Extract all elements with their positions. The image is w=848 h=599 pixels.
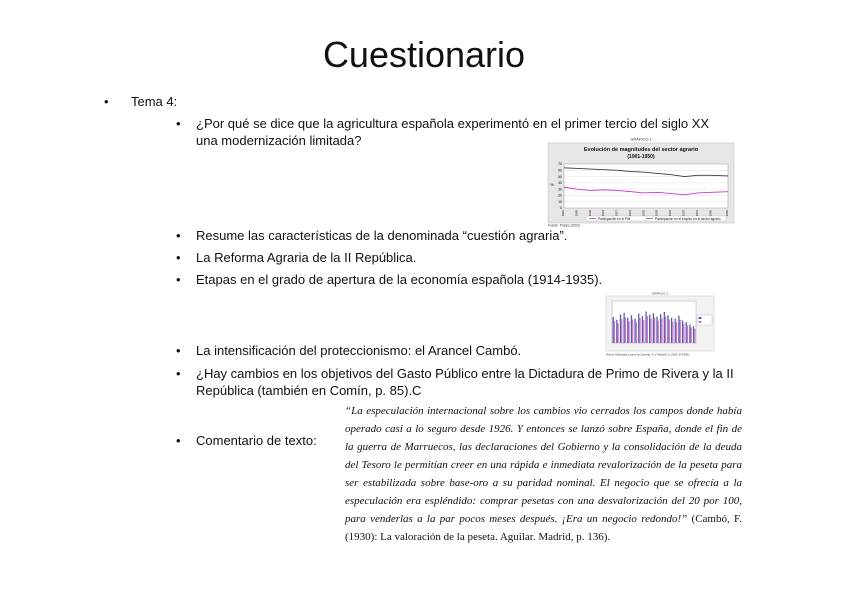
bar <box>682 320 683 343</box>
legend-entry: Participación en el PIB <box>598 216 631 221</box>
bar <box>617 323 618 343</box>
bullet-item <box>176 227 716 244</box>
bullet-icon: • <box>176 116 181 131</box>
bullet-text: Comentario de texto: <box>196 433 317 448</box>
x-tick-label: 1901 <box>561 210 565 217</box>
bullet-icon: • <box>176 343 181 358</box>
bar <box>658 321 659 343</box>
chart-ylabel: % <box>550 182 554 187</box>
bullet-icon: • <box>176 250 181 265</box>
bar <box>667 315 668 343</box>
bullet-text: La Reforma Agraria de la II República. <box>196 250 417 265</box>
bar <box>627 318 628 343</box>
chart-header: GRÁFICO 1 <box>630 136 652 142</box>
bar <box>639 318 640 343</box>
topic-bullet-text: Tema 4: <box>131 94 178 109</box>
chart-title: Evolución de magnitudes del sector agrario <box>583 147 699 153</box>
bar <box>616 320 617 343</box>
bar <box>654 318 655 343</box>
bar <box>680 320 681 343</box>
bullet-text: La intensificación del proteccionismo: el Arancel Cambó. <box>196 343 522 358</box>
agriculture-line-chart <box>546 136 736 227</box>
bar <box>691 327 692 343</box>
y-tick-label: 30 <box>558 187 562 192</box>
bullet-icon: • <box>104 94 109 109</box>
bar <box>632 319 633 343</box>
bullet-icon: • <box>176 366 181 381</box>
bar <box>625 317 626 343</box>
y-tick-label: 10 <box>558 199 562 204</box>
legend-entry: Participación en el empleo en el sector agrario <box>655 216 721 221</box>
bar <box>649 314 650 343</box>
bullet-item <box>176 342 596 359</box>
bullet-text: ¿Hay cambios en los objetivos del Gasto Público entre la Dictadura de Primo de Rivera y la II República (también en Comín, p. 85).C <box>196 366 734 398</box>
x-tick-label: 1909 <box>587 210 592 217</box>
y-tick-label: 50 <box>558 174 562 179</box>
y-tick-label: 40 <box>558 181 562 186</box>
bar <box>613 317 614 343</box>
bullet-item <box>176 271 716 288</box>
bar <box>650 319 651 343</box>
bullet-icon: • <box>176 272 181 287</box>
bar <box>669 319 670 343</box>
bar <box>676 322 677 343</box>
line-chart-svg <box>546 136 736 227</box>
bar <box>686 322 687 343</box>
bar <box>642 316 643 343</box>
bar <box>653 313 654 343</box>
x-tick-label: 1925 <box>641 210 646 217</box>
x-tick-label: 1913 <box>601 210 606 217</box>
bar <box>643 320 644 343</box>
y-tick-label: 20 <box>558 193 562 198</box>
bar <box>664 312 665 343</box>
bar <box>683 324 684 343</box>
x-tick-label: 1917 <box>614 210 619 217</box>
bar <box>693 326 694 343</box>
topic-bullet <box>104 93 178 110</box>
bar <box>628 322 629 343</box>
bar <box>665 317 666 343</box>
bullet-text: ¿Por qué se dice que la agricultura española experimentó en el primer tercio del siglo XX una modernización limitada? <box>196 116 710 148</box>
bar <box>672 322 673 343</box>
x-tick-label: 1937 <box>681 210 686 217</box>
bar <box>694 329 695 343</box>
bar <box>678 316 679 343</box>
x-tick-label: 1921 <box>627 210 632 217</box>
bullet-icon: • <box>176 228 181 243</box>
slide-title: Cuestionario <box>322 34 526 75</box>
bar <box>656 317 657 343</box>
bar <box>689 325 690 343</box>
bar <box>671 318 672 343</box>
bullet-text: Resume las características de la denominada “cuestión agraria”. <box>196 228 568 243</box>
quote-body: “La especulación internacional sobre los cambios vio cerrados los campos donde había operado casi a lo seguro desde 1926. Y entonces se lanzó sobre España, donde el fin de la guerra de Marruecos, las declaraciones del Gobierno y la consolidación de la deuda del Tesoro le permitían creer en una rápida e inmediata revalorización de la peseta para ser estabilizada sobre base-oro a su paridad nominal. El negocio que se ofrecía a la especulación era espléndido: comprar pesetas con una desvalorización del 20 por 100, para venderlas a la par pocos meses después. ¡Era un negocio redondo!” <box>345 405 742 525</box>
bar <box>675 319 676 343</box>
bar <box>636 322 637 343</box>
economy-bar-chart <box>604 291 716 357</box>
x-tick-label: 1941 <box>694 210 699 217</box>
chart-subtitle: (1901-1950) <box>627 154 655 160</box>
x-tick-label: 1933 <box>668 210 673 217</box>
bar <box>647 316 648 343</box>
bar <box>620 314 621 343</box>
y-tick-label: 0 <box>560 206 562 211</box>
chart-source: Fuente: Elaborado a partir de Carreras, A. y Tafunell, X. (2005: 579-580). <box>606 353 690 357</box>
bar <box>687 325 688 343</box>
chart-header: GRÁFICO 1 <box>651 291 669 296</box>
bar <box>638 314 639 343</box>
bar <box>621 319 622 343</box>
bar <box>624 313 625 343</box>
quote-source: (Cambó, F. (1930): La valoración de la peseta. Aguilar. Madrid, p. 136). <box>345 513 742 543</box>
y-tick-label: 60 <box>558 168 562 173</box>
bar-chart-svg <box>604 291 716 357</box>
y-tick-label: 70 <box>558 162 562 167</box>
bullet-item <box>176 365 736 399</box>
x-tick-label: 1929 <box>654 210 659 217</box>
bar <box>660 314 661 343</box>
x-tick-label: 1905 <box>574 210 579 217</box>
bullet-item <box>176 432 346 449</box>
bullet-icon: • <box>176 433 181 448</box>
bar <box>634 319 635 343</box>
bar <box>614 321 615 343</box>
bar <box>661 318 662 343</box>
quote-text <box>345 402 742 546</box>
x-tick-label: 1950 <box>725 210 729 217</box>
bar <box>631 315 632 343</box>
bullet-item <box>176 249 716 266</box>
x-tick-label: 1945 <box>708 210 713 217</box>
bar <box>645 312 646 344</box>
bullet-text: Etapas en el grado de apertura de la economía española (1914-1935). <box>196 272 603 287</box>
chart-source: Fuente: Prados (2003). <box>548 223 581 227</box>
